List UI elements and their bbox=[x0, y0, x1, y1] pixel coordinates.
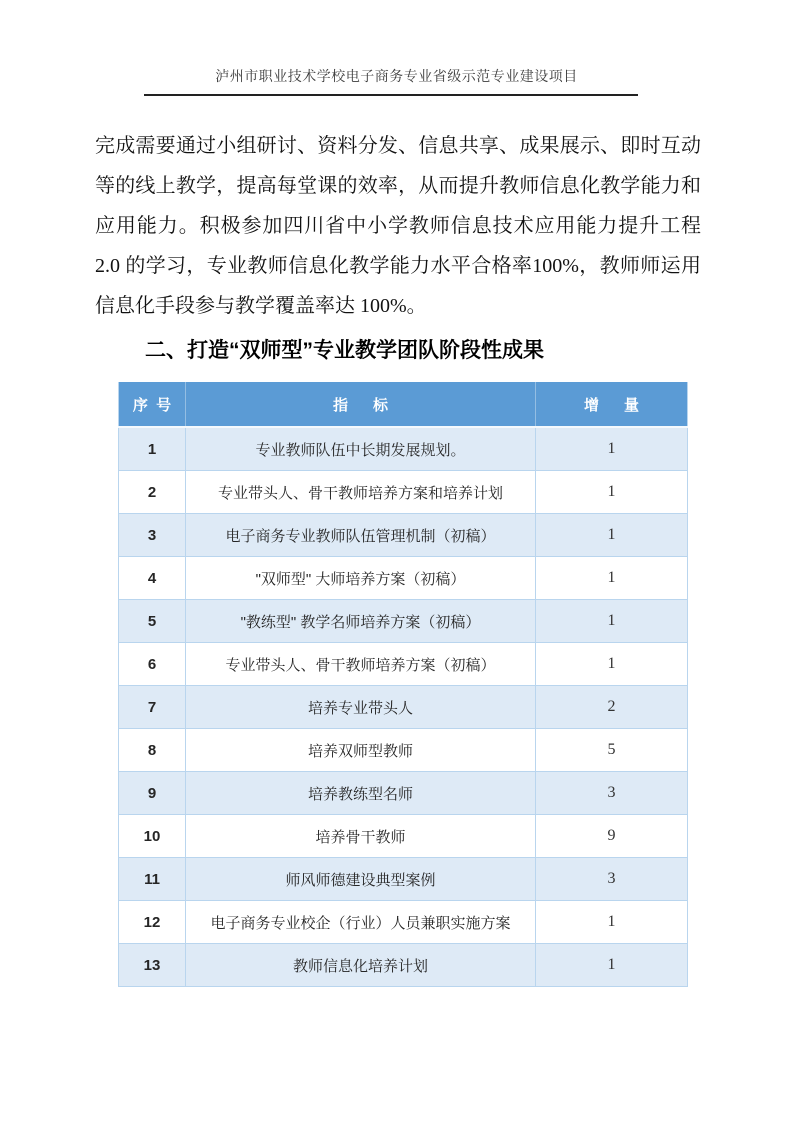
page-header-title: 泸州市职业技术学校电子商务专业省级示范专业建设项目 bbox=[215, 70, 578, 85]
row-increment: 1 bbox=[536, 514, 688, 557]
table-row bbox=[119, 858, 688, 901]
row-indicator: 电子商务专业校企（行业）人员兼职实施方案 bbox=[186, 901, 536, 944]
row-indicator: 培养教练型名师 bbox=[186, 772, 536, 815]
row-number: 13 bbox=[119, 944, 186, 987]
row-increment: 1 bbox=[536, 643, 688, 686]
row-indicator: 专业带头人、骨干教师培养方案（初稿） bbox=[186, 643, 536, 686]
header-row bbox=[119, 382, 688, 427]
table-row bbox=[119, 901, 688, 944]
row-number: 6 bbox=[119, 643, 186, 686]
row-indicator: "双师型" 大师培养方案（初稿） bbox=[186, 557, 536, 600]
column-header-number: 序 号 bbox=[119, 382, 186, 427]
table-row bbox=[119, 729, 688, 772]
column-header-indicator: 指 标 bbox=[186, 382, 536, 427]
row-number: 2 bbox=[119, 471, 186, 514]
row-indicator: "教练型" 教学名师培养方案（初稿） bbox=[186, 600, 536, 643]
row-increment: 3 bbox=[536, 772, 688, 815]
table-row bbox=[119, 944, 688, 987]
row-indicator: 电子商务专业教师队伍管理机制（初稿） bbox=[186, 514, 536, 557]
table-row bbox=[119, 815, 688, 858]
table-row bbox=[119, 772, 688, 815]
column-header-increment: 增 量 bbox=[536, 382, 688, 427]
row-indicator: 培养双师型教师 bbox=[186, 729, 536, 772]
table-row bbox=[119, 643, 688, 686]
row-indicator: 专业教师队伍中长期发展规划。 bbox=[186, 427, 536, 471]
row-increment: 1 bbox=[536, 600, 688, 643]
results-table bbox=[118, 382, 688, 987]
row-increment: 1 bbox=[536, 901, 688, 944]
row-increment: 9 bbox=[536, 815, 688, 858]
results-table-header bbox=[119, 382, 688, 427]
row-indicator: 师风师德建设典型案例 bbox=[186, 858, 536, 901]
row-increment: 3 bbox=[536, 858, 688, 901]
row-number: 3 bbox=[119, 514, 186, 557]
row-increment: 1 bbox=[536, 557, 688, 600]
body-paragraph: 完成需要通过小组研讨、资料分发、信息共享、成果展示、即时互动等的线上教学，提高每堂课的效率，从而提升教师信息化教学能力和应用能力。积极参加四川省中小学教师信息技术应用能力提升工程 2.0 的学习，专业教师信息化教学能力水平合格率100%，教师师运用信息化手段参与教学覆盖率达 100%。 bbox=[95, 135, 701, 317]
table-row bbox=[119, 471, 688, 514]
row-number: 5 bbox=[119, 600, 186, 643]
header-rule bbox=[144, 94, 638, 96]
row-indicator: 培养骨干教师 bbox=[186, 815, 536, 858]
table-row bbox=[119, 514, 688, 557]
row-number: 1 bbox=[119, 427, 186, 471]
row-increment: 1 bbox=[536, 427, 688, 471]
row-increment: 2 bbox=[536, 686, 688, 729]
row-increment: 1 bbox=[536, 471, 688, 514]
row-increment: 5 bbox=[536, 729, 688, 772]
table-row bbox=[119, 557, 688, 600]
row-number: 4 bbox=[119, 557, 186, 600]
section-heading: 二、打造“双师型”专业教学团队阶段性成果 bbox=[145, 339, 544, 362]
row-indicator: 专业带头人、骨干教师培养方案和培养计划 bbox=[186, 471, 536, 514]
table-row bbox=[119, 600, 688, 643]
row-number: 7 bbox=[119, 686, 186, 729]
table-row bbox=[119, 686, 688, 729]
row-increment: 1 bbox=[536, 944, 688, 987]
row-number: 9 bbox=[119, 772, 186, 815]
row-number: 12 bbox=[119, 901, 186, 944]
row-indicator: 教师信息化培养计划 bbox=[186, 944, 536, 987]
row-number: 8 bbox=[119, 729, 186, 772]
table-body bbox=[119, 427, 688, 987]
row-number: 10 bbox=[119, 815, 186, 858]
table-row bbox=[119, 427, 688, 471]
row-indicator: 培养专业带头人 bbox=[186, 686, 536, 729]
row-number: 11 bbox=[119, 858, 186, 901]
